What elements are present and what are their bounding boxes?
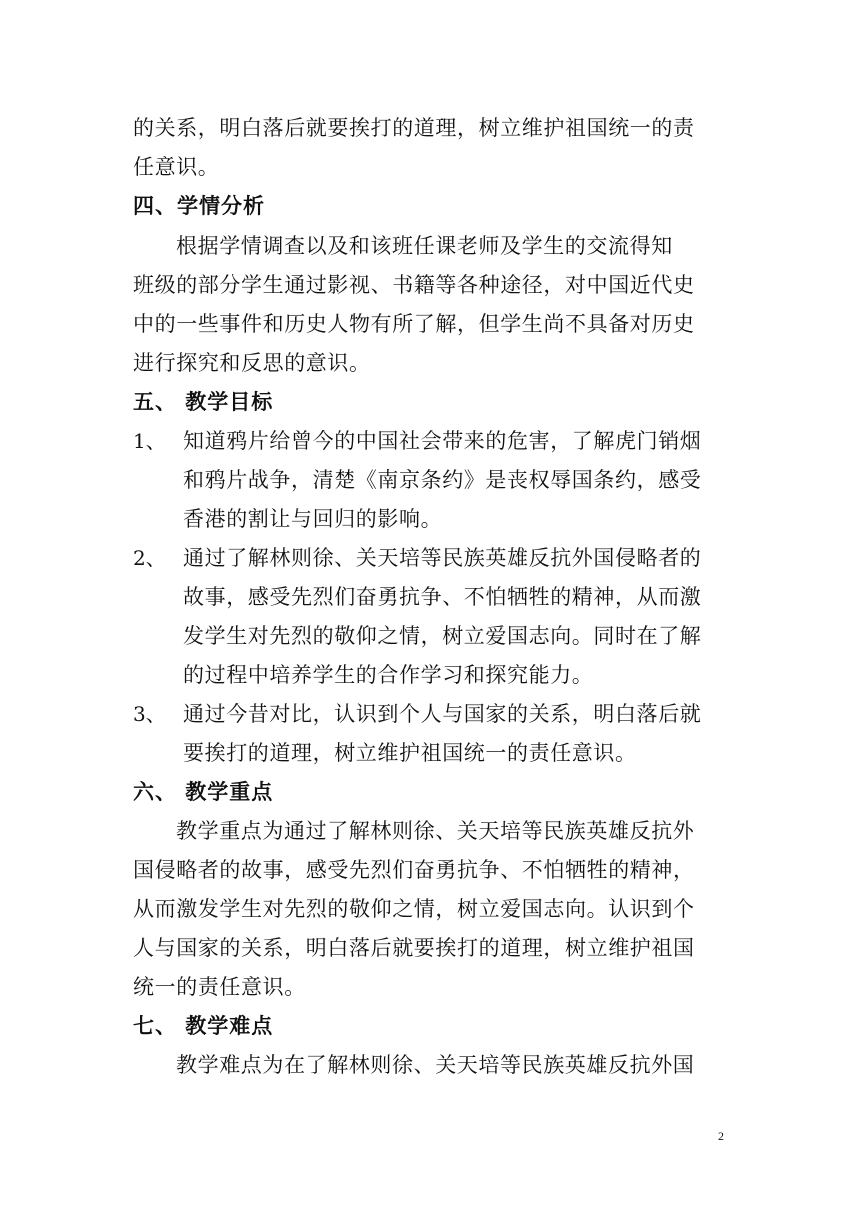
text-line: 从而激发学生对先烈的敬仰之情，树立爱国志向。认识到个 (133, 897, 695, 921)
page-number: 2 (718, 1129, 724, 1143)
list-item-line: 香港的割让与回归的影响。 (183, 507, 443, 531)
list-item-line: 故事，感受先烈们奋勇抗争、不怕牺牲的精神，从而激 (183, 585, 702, 609)
list-item-line: 发学生对先烈的敬仰之情，树立爱国志向。同时在了解 (183, 624, 702, 648)
list-item-line: 的过程中培养学生的合作学习和探究能力。 (183, 663, 594, 687)
list-item-line: 通过今昔对比，认识到个人与国家的关系，明白落后就 (183, 702, 702, 726)
list-number: 2、 (133, 546, 166, 570)
text-line: 班级的部分学生通过影视、书籍等各种途径，对中国近代史 (133, 273, 695, 297)
text-line: 教学重点为通过了解林则徐、关天培等民族英雄反抗外 (176, 819, 695, 843)
text-line: 进行探究和反思的意识。 (133, 351, 371, 375)
text-line: 任意识。 (133, 155, 220, 179)
section-heading-teaching-goals: 五、 教学目标 (133, 390, 274, 414)
text-line: 根据学情调查以及和该班任课老师及学生的交流得知 (176, 234, 673, 258)
list-item-line: 通过了解林则徐、关天培等民族英雄反抗外国侵略者的 (183, 546, 702, 570)
text-line: 教学难点为在了解林则徐、关天培等民族英雄反抗外国 (176, 1053, 695, 1077)
section-heading-teaching-difficulty: 七、 教学难点 (133, 1014, 274, 1038)
text-line: 人与国家的关系，明白落后就要挨打的道理，树立维护祖国 (133, 936, 695, 960)
text-line: 统一的责任意识。 (133, 975, 306, 999)
text-line: 中的一些事件和历史人物有所了解，但学生尚不具备对历史 (133, 312, 695, 336)
text-line: 的关系，明白落后就要挨打的道理，树立维护祖国统一的责 (133, 116, 695, 140)
section-heading-teaching-focus: 六、 教学重点 (133, 780, 274, 804)
list-number: 3、 (133, 702, 166, 726)
list-item-line: 要挨打的道理，树立维护祖国统一的责任意识。 (183, 741, 637, 765)
list-item-line: 知道鸦片给曾今的中国社会带来的危害，了解虎门销烟 (183, 429, 702, 453)
text-line: 国侵略者的故事，感受先烈们奋勇抗争、不怕牺牲的精神， (133, 858, 695, 882)
section-heading-learning-analysis: 四、学情分析 (133, 194, 265, 218)
list-number: 1、 (133, 429, 166, 453)
list-item-line: 和鸦片战争，清楚《南京条约》是丧权辱国条约，感受 (183, 468, 702, 492)
